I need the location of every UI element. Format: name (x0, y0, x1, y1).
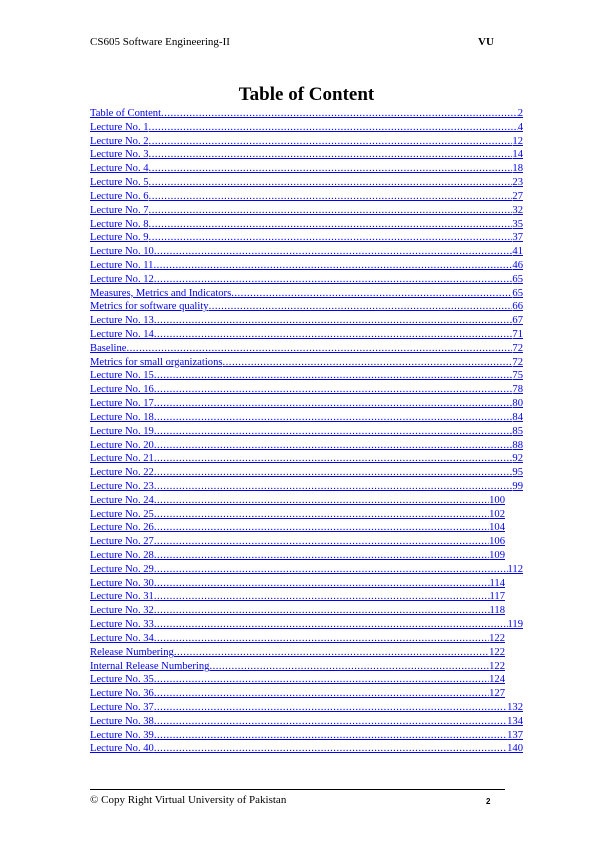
toc-entry-page: 32 (512, 204, 523, 216)
toc-entry[interactable] (90, 466, 523, 480)
toc-entry-label: Lecture No. 14 (90, 329, 154, 340)
toc-leader-dots (149, 231, 513, 245)
toc-leader-dots (149, 190, 513, 204)
toc-leader-dots (154, 369, 513, 383)
toc-leader-dots (154, 632, 489, 646)
toc-entry[interactable] (90, 549, 505, 563)
toc-entry-label: Lecture No. 16 (90, 384, 154, 396)
toc-entry-label: Lecture No. 25 (90, 508, 154, 520)
toc-leader-dots (154, 425, 513, 439)
toc-entry[interactable] (90, 673, 505, 687)
toc-entry[interactable] (90, 439, 523, 453)
toc-leader-dots (154, 521, 489, 535)
toc-entry[interactable] (90, 425, 523, 439)
toc-entry[interactable] (90, 314, 523, 328)
toc-entry-page: 88 (512, 439, 523, 451)
toc-entry-page: 4 (517, 121, 523, 133)
toc-entry-page: 122 (489, 646, 505, 658)
toc-entry-page: 67 (512, 315, 523, 327)
toc-leader-dots (153, 259, 512, 273)
toc-entry[interactable] (90, 632, 505, 646)
toc-entry[interactable] (90, 121, 523, 135)
toc-entry-label: Lecture No. 36 (90, 688, 154, 700)
toc-entry[interactable] (90, 577, 505, 591)
toc-leader-dots (154, 673, 489, 687)
toc-entry-page: 23 (512, 177, 523, 189)
toc-entry-label: Lecture No. 21 (90, 453, 154, 465)
toc-entry-label: Lecture No. 2 (90, 135, 149, 147)
toc-leader-dots (149, 176, 513, 190)
toc-entry-page: 119 (507, 619, 523, 631)
toc-entry-page: 78 (512, 384, 523, 396)
toc-leader-dots (154, 314, 513, 328)
toc-leader-dots (154, 742, 507, 756)
toc-entry-label: Lecture No. 34 (90, 632, 154, 644)
toc-entry-label: Lecture No. 1 (90, 121, 149, 133)
toc-entry-label: Lecture No. 4 (90, 163, 149, 175)
toc-entry-label: Lecture No. 26 (90, 522, 154, 534)
toc-entry[interactable] (90, 618, 523, 632)
toc-entry-label: Lecture No. 27 (90, 536, 154, 548)
toc-entry[interactable] (90, 604, 505, 618)
footer-copyright: © Copy Right Virtual University of Pakistan (90, 794, 287, 806)
toc-entry[interactable] (90, 715, 523, 729)
toc-entry[interactable] (90, 245, 523, 259)
toc-entry-page: 92 (512, 453, 523, 465)
toc-entry[interactable] (90, 646, 505, 660)
toc-leader-dots (223, 356, 513, 370)
toc-leader-dots (154, 563, 508, 577)
toc-leader-dots (154, 549, 489, 563)
toc-leader-dots (149, 148, 513, 162)
toc-entry-label: Lecture No. 29 (90, 563, 154, 575)
toc-entry[interactable] (90, 411, 523, 425)
footer-page-number: 2 (486, 797, 491, 806)
toc-entry-label: Lecture No. 10 (90, 246, 154, 258)
toc-entry-label: Metrics for software quality (90, 301, 209, 313)
header-course-title: CS605 Software Engineering-II (90, 36, 230, 48)
toc-entry[interactable] (90, 259, 523, 273)
toc-leader-dots (209, 300, 513, 314)
toc-entry-page: 124 (489, 674, 505, 686)
toc-leader-dots (149, 135, 513, 149)
toc-entry-page: 100 (489, 494, 505, 506)
toc-leader-dots (154, 480, 513, 494)
toc-leader-dots (154, 452, 513, 466)
toc-entry-page: 72 (512, 356, 523, 368)
toc-entry-page: 75 (512, 370, 523, 382)
toc-entry-page: 66 (512, 301, 523, 313)
toc-entry-label: Lecture No. 7 (90, 204, 149, 216)
toc-entry-page: 122 (489, 632, 505, 644)
toc-entry[interactable] (90, 190, 523, 204)
toc-entry-page: 80 (512, 398, 523, 410)
toc-entry[interactable] (90, 342, 523, 356)
toc-entry-label: Lecture No. 5 (90, 177, 149, 189)
toc-entry-page: 72 (512, 342, 523, 354)
toc-entry[interactable] (90, 300, 523, 314)
toc-leader-dots (154, 439, 513, 453)
toc-entry-label: Lecture No. 20 (90, 439, 154, 451)
toc-entry-label: Lecture No. 11 (90, 259, 154, 271)
toc-entry-page: 71 (512, 329, 523, 340)
toc-entry-page: 99 (512, 480, 523, 492)
toc-entry-label: Lecture No. 8 (90, 218, 149, 230)
toc-entry-label: Lecture No. 9 (90, 232, 149, 244)
toc-entry-label: Lecture No. 37 (90, 701, 154, 713)
toc-leader-dots (231, 287, 512, 301)
toc-entry-page: 84 (512, 411, 523, 423)
toc-entry[interactable] (90, 328, 523, 342)
toc-entry-page: 2 (517, 108, 523, 119)
toc-leader-dots (154, 604, 490, 618)
header-institution: VU (478, 36, 494, 48)
toc-entry-page: 95 (512, 467, 523, 479)
toc-entry[interactable] (90, 452, 523, 466)
toc-entry[interactable] (90, 383, 523, 397)
toc-leader-dots (154, 328, 513, 342)
toc-entry-page: 132 (507, 701, 523, 713)
toc-leader-dots (154, 273, 513, 287)
toc-entry-page: 112 (507, 563, 523, 575)
toc-leader-dots (149, 204, 513, 218)
toc-leader-dots (154, 590, 490, 604)
toc-entry-page: 18 (512, 163, 523, 175)
toc-entry[interactable] (90, 162, 523, 176)
toc-entry-page: 41 (512, 246, 523, 258)
toc-leader-dots (154, 508, 489, 522)
toc-entry[interactable] (90, 508, 505, 522)
toc-entry[interactable] (90, 742, 523, 756)
toc-leader-dots (154, 535, 489, 549)
toc-entry[interactable] (90, 107, 523, 121)
toc-leader-dots (154, 577, 490, 591)
toc-entry[interactable] (90, 148, 523, 162)
toc-entry-page: 140 (507, 743, 523, 755)
toc-leader-dots (209, 660, 489, 674)
toc-leader-dots (149, 218, 513, 232)
toc-entry-page: 46 (512, 259, 523, 271)
toc-entry-label: Lecture No. 18 (90, 411, 154, 423)
toc-leader-dots (154, 618, 508, 632)
toc-entry-page: 122 (489, 660, 505, 672)
toc-leader-dots (126, 342, 512, 356)
toc-entry-label: Lecture No. 22 (90, 467, 154, 479)
toc-entry-label: Lecture No. 12 (90, 273, 154, 285)
toc-entry-page: 104 (489, 522, 505, 534)
toc-entry[interactable] (90, 535, 505, 549)
toc-entry-page: 37 (512, 232, 523, 244)
toc-entry-page: 109 (489, 550, 505, 561)
toc-leader-dots (154, 466, 513, 480)
toc-entry[interactable] (90, 701, 523, 715)
toc-entry[interactable] (90, 218, 523, 232)
toc-entry-label: Lecture No. 31 (90, 591, 154, 603)
toc-leader-dots (154, 411, 513, 425)
toc-entry[interactable] (90, 687, 505, 701)
toc-leader-dots (154, 383, 513, 397)
toc-entry-page: 137 (507, 729, 523, 741)
toc-entry[interactable] (90, 521, 505, 535)
toc-leader-dots (149, 121, 518, 135)
toc-entry-page: 114 (489, 577, 505, 589)
toc-entry[interactable] (90, 729, 523, 743)
toc-entry-label: Lecture No. 3 (90, 149, 149, 161)
toc-entry-page: 117 (489, 591, 505, 603)
toc-entry-page: 85 (512, 425, 523, 437)
toc-entry-page: 65 (512, 287, 523, 299)
toc-entry-page: 27 (512, 190, 523, 202)
toc-entry-label: Lecture No. 40 (90, 743, 154, 755)
toc-entry-page: 12 (512, 135, 523, 147)
toc-entry[interactable] (90, 273, 523, 287)
toc-entry[interactable] (90, 563, 523, 577)
toc-leader-dots (154, 715, 507, 729)
toc-entry-page: 106 (489, 536, 505, 548)
toc-entry-page: 118 (489, 605, 505, 617)
toc-entry-page: 127 (489, 688, 505, 700)
toc-entry-label: Lecture No. 38 (90, 715, 154, 727)
footer-divider (90, 789, 505, 790)
toc-leader-dots (154, 687, 489, 701)
toc-entry[interactable] (90, 590, 505, 604)
toc-entry-label: Lecture No. 33 (90, 619, 154, 631)
toc-leader-dots (149, 162, 513, 176)
toc-title: Table of Content (238, 84, 375, 105)
toc-entry[interactable] (90, 231, 523, 245)
table-of-contents (90, 107, 523, 756)
toc-entry[interactable] (90, 397, 523, 411)
toc-leader-dots (154, 397, 513, 411)
toc-entry[interactable] (90, 480, 523, 494)
toc-leader-dots (161, 107, 518, 121)
toc-entry[interactable] (90, 135, 523, 149)
toc-entry-label: Lecture No. 19 (90, 425, 154, 437)
toc-entry-label: Metrics for small organizations (90, 356, 223, 368)
toc-entry-page: 65 (512, 273, 523, 285)
toc-entry-label: Lecture No. 17 (90, 398, 154, 410)
toc-entry-label: Lecture No. 32 (90, 605, 154, 617)
toc-entry-page: 14 (512, 149, 523, 161)
toc-entry-label: Baseline (90, 342, 127, 354)
toc-leader-dots (154, 729, 507, 743)
toc-entry-label: Lecture No. 13 (90, 315, 154, 327)
toc-entry-label: Lecture No. 35 (90, 674, 154, 686)
toc-entry-page: 134 (507, 715, 523, 727)
toc-leader-dots (174, 646, 489, 660)
toc-entry-label: Internal Release Numbering (90, 660, 210, 672)
toc-entry-label: Table of Content (90, 108, 162, 119)
toc-entry-label: Lecture No. 24 (90, 494, 154, 506)
toc-entry-label: Measures, Metrics and Indicators (90, 287, 232, 299)
toc-entry[interactable] (90, 369, 523, 383)
toc-entry[interactable] (90, 204, 523, 218)
toc-entry-label: Lecture No. 6 (90, 190, 149, 202)
toc-entry[interactable] (90, 660, 505, 674)
toc-entry[interactable] (90, 176, 523, 190)
toc-entry-label: Lecture No. 23 (90, 480, 154, 492)
toc-leader-dots (154, 701, 507, 715)
toc-entry-page: 102 (489, 508, 505, 520)
toc-leader-dots (154, 494, 489, 508)
toc-entry-label: Release Numbering (90, 646, 174, 658)
toc-entry-page: 35 (512, 218, 523, 230)
toc-leader-dots (154, 245, 513, 259)
toc-entry[interactable] (90, 494, 505, 508)
toc-entry[interactable] (90, 287, 523, 301)
toc-entry-label: Lecture No. 28 (90, 550, 154, 561)
toc-entry-label: Lecture No. 15 (90, 370, 154, 382)
toc-entry[interactable] (90, 356, 523, 370)
toc-entry-label: Lecture No. 39 (90, 729, 154, 741)
toc-entry-label: Lecture No. 30 (90, 577, 154, 589)
